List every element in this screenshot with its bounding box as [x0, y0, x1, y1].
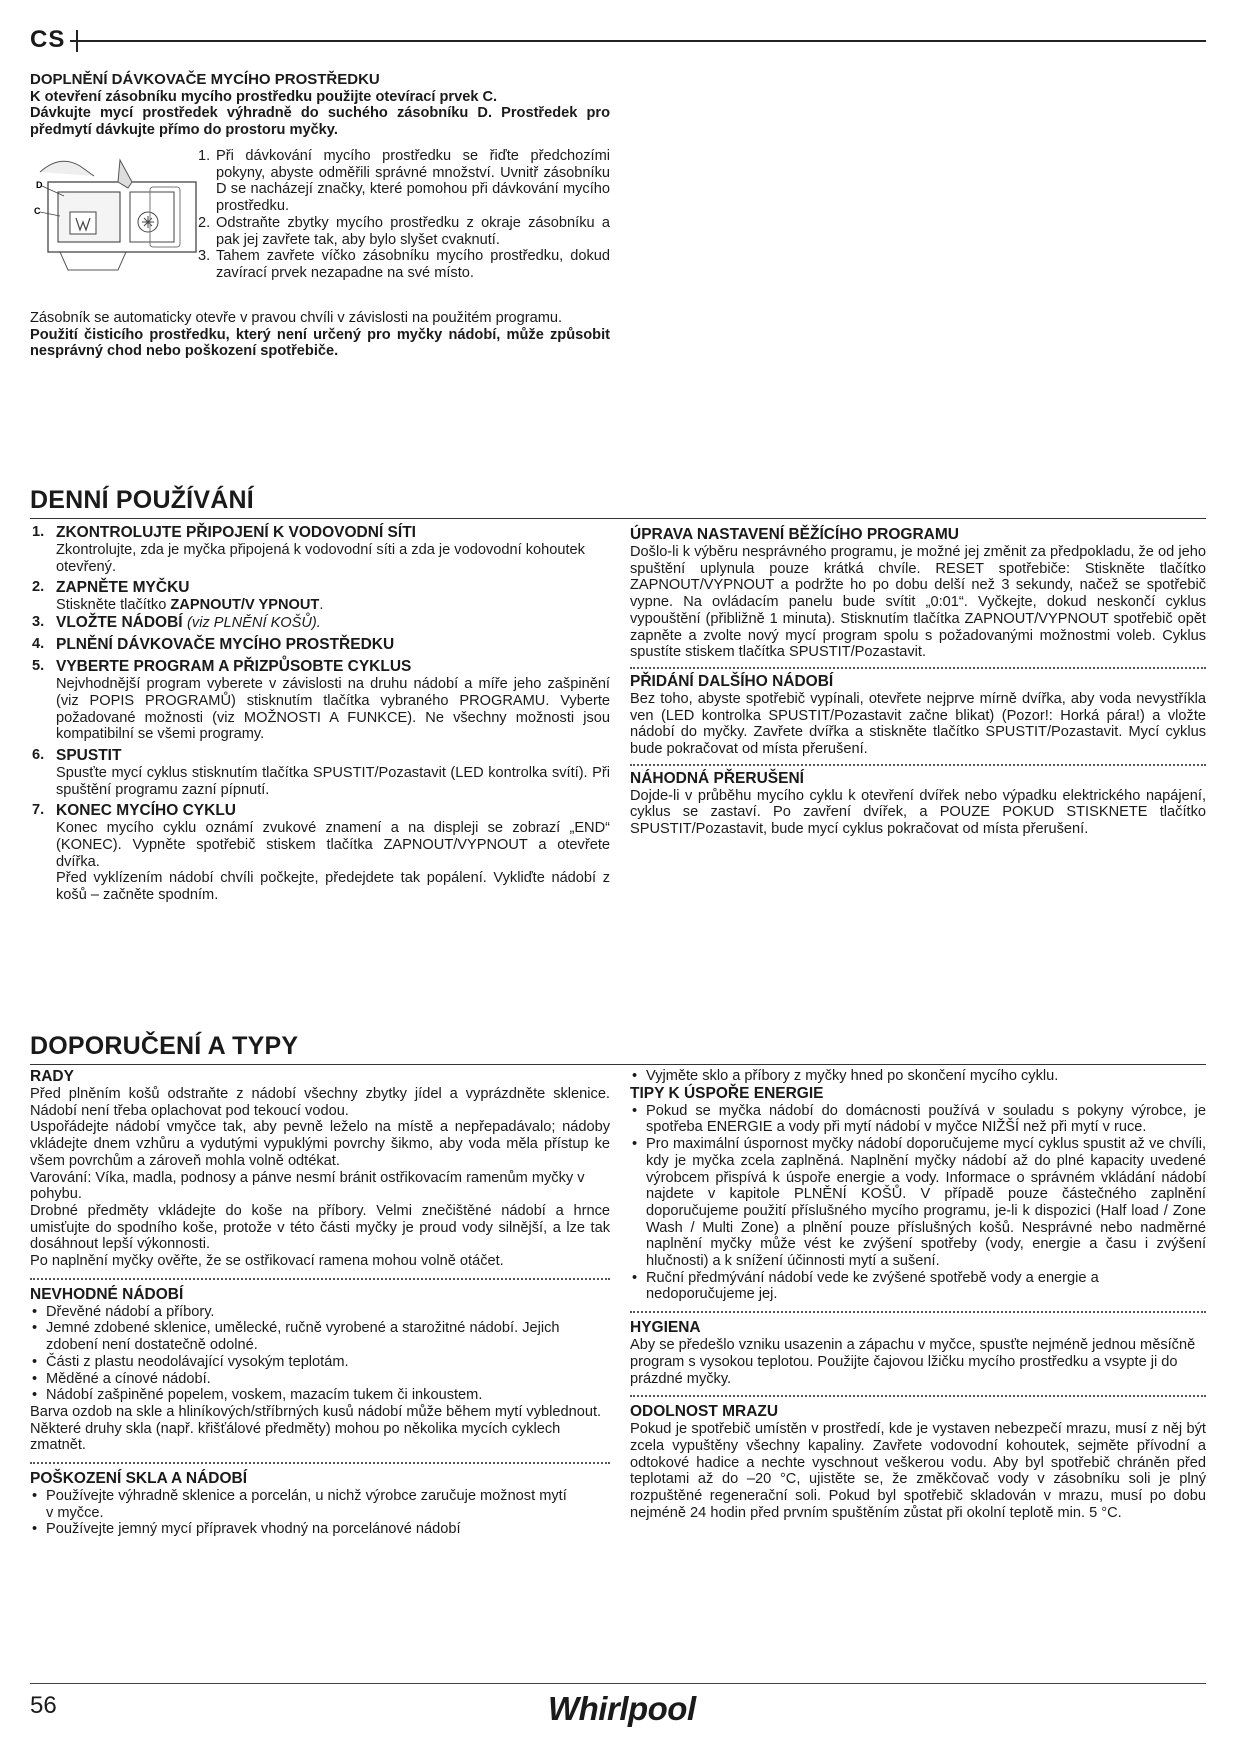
daily-right-column: [630, 526, 1206, 838]
step-6-text: Spusťte mycí cyklus stisknutím tlačítka SPUSTIT/Pozastavit (LED kontrolka svítí). Při spuštění programu zazní pípnutí.: [56, 764, 610, 798]
step-2-button: ZAPNOUT/V YPNOUT: [170, 597, 320, 614]
divider: [630, 667, 1206, 669]
detergent-step-2: Odstraňte zbytky mycího prostředku z okraje zásobníku a pak jej zavřete tak, aby bylo slyšet cvaknutí.: [216, 214, 610, 248]
label-d: D: [36, 180, 43, 190]
unsuitable-item: • Části z plastu neodolávající vysokým teplotám.: [30, 1354, 610, 1371]
rady-text-1: Před plněním košů odstraňte z nádobí všechny zbytky jídel a vyprázdněte sklenice. Nádobí není třeba oplachovat pod tekoucí vodou.: [30, 1086, 610, 1119]
step-2-heading: ZAPNĚTE MYČKU: [56, 579, 190, 597]
add-dishes-text: Bez toho, abyste spotřebič vypínali, otevřete nejprve mírně dvířka, aby voda nevystříkla ven (LED kontrolka SPUSTIT/Pozastavit začne blikat) (Pozor!: Horká pára!) a vložte nádobí do myčky. Zavřete dvířka a stiskněte tlačítko SPUSTIT/Pozastavit. Mycí cyklus bude pokračovat od místa přerušení.: [630, 690, 1206, 758]
unsuitable-item: • Nádobí zašpiněné popelem, voskem, mazacím tukem či inkoustem.: [30, 1387, 610, 1404]
detergent-after-text: Zásobník se automaticky otevře v pravou chvíli v závislosti na použitém programu.: [30, 310, 563, 326]
damage-item: • Používejte výhradně sklenice a porcelán, u nichž výrobce zaručuje možnost mytí v myčce.: [30, 1488, 576, 1521]
interruption-text: Dojde-li v průběhu mycího cyklu k otevření dvířek nebo výpadku elektrického napájení, cyklus se zastaví. Po zavření dvířek, a POUZE POKUD STISKNETE tlačítko SPUSTIT/Pozastavit, bude mycí cyklus pokračovat od místa přerušení.: [630, 787, 1206, 838]
detergent-intro-2: Dávkujte mycí prostředek výhradně do suchého zásobníku D. Prostředek pro předmytí dávkujte přímo do prostoru myčky.: [30, 105, 610, 139]
divider: [630, 764, 1206, 766]
interruption-heading: NÁHODNÁ PŘERUŠENÍ: [630, 769, 804, 787]
step-5-heading: VYBERTE PROGRAM A PŘIZPŮSOBTE CYKLUS: [56, 658, 412, 676]
detergent-after: [30, 310, 610, 360]
rady-text-2: Uspořádejte nádobí vmyčce tak, aby pevně leželo na místě a nepřepadávalo; nádoby vkládejte dnem vzhůru a vydutými vypuklými povrchy šikmo, aby voda měla přístup ke všem povrchům a zároveň mohla volně odtékat.: [30, 1119, 610, 1169]
rady-text-3: Varování: Víka, madla, podnosy a pánve nesmí bránit ostřikovacím ramenům myčky v pohybu.: [30, 1169, 585, 1203]
header-rule: [70, 40, 1206, 42]
energy-item: • Pokud se myčka nádobí do domácnosti používá v souladu s pokyny výrobce, je spotřeba ENERGIE a vody při mytí nádobí v myčce NIŽŠÍ než při mytí v ruce.: [630, 1103, 1206, 1136]
detergent-steps: 1. Při dávkování mycího prostředku se řiďte předchozími pokyny, abyste odměřili správné množství. Uvnitř zásobníku D se nacházejí značky, které pomohou při dávkování mycího prostředku. 2. Odstraňte zbytky mycího prostředku z okraje zásobníku a pak jej zavřete tak, aby bylo slyšet cvaknutí. 3. Tahem zavřete víčko zásobníku mycího prostředku, dokud zavírací prvek nezapadne na své místo.: [198, 148, 610, 281]
tips-rule: [30, 1064, 1206, 1065]
step-4-heading: PLNĚNÍ DÁVKOVAČE MYCÍHO PROSTŘEDKU: [56, 636, 395, 654]
language-code: CS: [30, 26, 66, 53]
damage-heading: POŠKOZENÍ SKLA A NÁDOBÍ: [30, 1470, 248, 1488]
unsuitable-text: Barva ozdob na skle a hliníkových/stříbrných kusů nádobí může během mytí vyblednout. Některé druhy skla (např. křišťálové předměty) mohou po několika mycích cyklech zmatnět.: [30, 1403, 602, 1454]
hygiene-heading: HYGIENA: [630, 1319, 701, 1337]
frost-heading: ODOLNOST MRAZU: [630, 1403, 779, 1421]
energy-item: • Pro maximální úspornost myčky nádobí doporučujeme mycí cyklus spustit až ve chvíli, kdy je myčka zcela zaplněná. Naplnění myčky nádobí až do plné kapacity uvedené výrobcem přispívá k úspoře energie a vody. Informace o správném vkládání nádobí najdete v kapitole PLNĚNÍ KOŠŮ. V případě pouze částečného zaplnění doporučujeme použití příslušného mycího programu, je-li k dispozici (Half load / Zone Wash / Multi Zone) a plnění pouze příslušných košů. Nesprávné nebo nadměrné naplnění myčky může vést ke zvýšení spotřeby (vody, energie a času i zvýšení hlučnosti) a k snížení účinnosti mytí a sušení.: [630, 1136, 1206, 1270]
page-number: 56: [30, 1692, 57, 1719]
detergent-title: DOPLNĚNÍ DÁVKOVAČE MYCÍHO PROSTŘEDKU: [30, 71, 380, 88]
step-5-text: Nejvhodnější program vyberete v závislosti na druhu nádobí a míře jeho zašpinění (viz POPIS PROGRAMŮ) stisknutím tlačítka vybraného PROGRAMU. Vyberte požadované možnosti (viz MOŽNOSTI A FUNKCE). Ne všechny možnosti jsou kompatibilní se všemi programy.: [56, 676, 610, 743]
damage-item: • Používejte jemný mycí přípravek vhodný na porcelánové nádobí: [30, 1521, 610, 1538]
divider: [630, 1395, 1206, 1397]
label-c: C: [34, 206, 41, 216]
add-dishes-heading: PŘIDÁNÍ DALŠÍHO NÁDOBÍ: [630, 672, 834, 690]
running-program-text: Došlo-li k výběru nesprávného programu, je možné jej změnit za předpokladu, že od jeho spuštění uplynula pouze krátká chvíle. RESET spotřebiče: Stiskněte tlačítko ZAPNOUT/VYPNOUT a podržte ho po dobu delší než 3 sekundy, načež se spotřebič vypne. Na ovládacím panelu bude svítit „0:01“. Vyčkejte, dokud neskončí cyklus vypouštění (přibližně 1 minuta). Stisknutím tlačítka ZAPNOUT/VYPNOUT spotřebič opět zapněte a zvolte nový mycí program spolu s požadovanými možnostmi voleb. Cyklus spustíte stiskem tlačítka SPUSTIT/Pozastavit.: [630, 544, 1206, 661]
step-7-text-2: Před vyklízením nádobí chvíli počkejte, předejdete tak popálení. Vykliďte nádobí z košů – začněte spodním.: [56, 870, 610, 904]
divider: [30, 1278, 610, 1280]
step-7-heading: KONEC MYCÍHO CYKLU: [56, 802, 236, 820]
unsuitable-item: • Dřevěné nádobí a příbory.: [30, 1304, 610, 1321]
energy-heading: TIPY K ÚSPOŘE ENERGIE: [630, 1084, 824, 1102]
tips-left-column: [30, 1068, 610, 1538]
divider: [630, 1311, 1206, 1313]
unsuitable-heading: NEVHODNÉ NÁDOBÍ: [30, 1285, 184, 1303]
tips-right-column: [630, 1068, 1206, 1521]
daily-rule: [30, 518, 1206, 519]
step-1-heading: ZKONTROLUJTE PŘIPOJENÍ K VODOVODNÍ SÍTI: [56, 524, 416, 541]
tips-title: DOPORUČENÍ A TYPY: [30, 1032, 299, 1060]
detergent-intro-1: K otevření zásobníku mycího prostředku použijte otevírací prvek C.: [30, 88, 498, 105]
daily-title: DENNÍ POUŽÍVÁNÍ: [30, 486, 254, 514]
detergent-step-3: Tahem zavřete víčko zásobníku mycího prostředku, dokud zavírací prvek nezapadne na své místo.: [216, 248, 610, 281]
rady-text-4: Drobné předměty vkládejte do koše na příbory. Velmi znečištěné nádobí a hrnce umisťujte do spodního koše, protože v této části myčky je proud vody silnější, a lze tak dosáhnout lepší výkonnosti.: [30, 1202, 610, 1253]
rady-heading: RADY: [30, 1068, 74, 1085]
detergent-section: [30, 72, 610, 139]
step-2-text: Stiskněte tlačítko: [56, 597, 171, 614]
brand-logo: Whirlpool: [548, 1690, 696, 1727]
step-3-text: (viz PLNĚNÍ KOŠŮ).: [187, 615, 321, 632]
remove-glass-item: • Vyjměte sklo a příbory z myčky hned po skončení mycího cyklu.: [630, 1068, 1206, 1085]
rady-text-5: Po naplnění myčky ověřte, že se ostřikovací ramena mohou volně otáčet.: [30, 1253, 504, 1270]
hygiene-text: Aby se předešlo vzniku usazenin a zápachu v myčce, spusťte nejméně jednou měsíčně program s vysokou teplotou. Použijte čajovou lžičku mycího prostředku a vsypte ji do prázdné myčky.: [630, 1337, 1196, 1387]
unsuitable-item: • Měděné a cínové nádobí.: [30, 1371, 610, 1388]
running-program-heading: ÚPRAVA NASTAVENÍ BĚŽÍCÍHO PROGRAMU: [630, 526, 959, 543]
frost-text: Pokud je spotřebič umístěn v prostředí, kde je vystaven nebezpečí mrazu, musí z něj být zcela vypuštěny všechny kapaliny. Zavřete vodovodní kohoutek, sejměte přívodní a odtokové hadice a nechte vyschnout veškerou vodu. Aby byl spotřebič chráněn před teplotami až do –20 °C, ujistěte se, že změkčovač vody v zásobníku soli je plný rozpuštěné regenerační soli. Pokud byl spotřebič skladován v mrazu, musí po dobu nejméně 24 hodin před prvním spuštěním zůstat při okolní teplotě min. 5 °C.: [630, 1421, 1206, 1521]
unsuitable-item: • Jemné zdobené sklenice, umělecké, ručně vyrobené a starožitné nádobí. Jejich zdobení není dostatečně odolné.: [30, 1320, 610, 1353]
footer-rule: [30, 1683, 1206, 1684]
energy-item: • Ruční předmývání nádobí vede ke zvýšené spotřebě vody a energie a nedoporučujeme jej.: [630, 1270, 1206, 1303]
step-7-text-1: Konec mycího cyklu oznámí zvukové znamení a na displeji se zobrazí „END“ (KONEC). Vypněte spotřebič stiskem tlačítka ZAPNOUT/VYPNOUT a otevřete dvířka.: [56, 820, 610, 870]
step-3-heading: VLOŽTE NÁDOBÍ: [56, 614, 183, 632]
detergent-warning: Použití čisticího prostředku, který není určený pro myčky nádobí, může způsobit nesprávný chod nebo poškození spotřebiče.: [30, 326, 610, 360]
daily-steps-column: 1. ZKONTROLUJTE PŘIPOJENÍ K VODOVODNÍ SÍTI Zkontrolujte, zda je myčka připojená k vodovodní síti a zda je vodovodní kohoutek otevřený. 2. ZAPNĚTE MYČKU Stiskněte tlačítko ZAPNOUT/V YPNOUT. 3. VLOŽTE NÁDOBÍ (viz PLNĚNÍ KOŠŮ). 4. PLNĚNÍ DÁVKOVAČE MYCÍHO PROSTŘEDKU 5. VYBERTE PROGRAM A PŘIZPŮSOBTE CYKLUS Nejvhodnější program vyberete v závislosti na druhu nádobí a míře jeho zašpinění (viz POPIS PROGRAMŮ) stisknutím tlačítka vybraného PROGRAMU. Vyberte požadované možnosti (viz MOŽNOSTI A FUNKCE). Ne všechny možnosti jsou kompatibilní se všemi programy. 6. SPUSTIT Spusťte mycí cyklus stisknutím tlačítka SPUSTIT/Pozastavit (LED kontrolka svítí). Při spuštění programu zazní pípnutí. 7. KONEC MYCÍHO CYKLU Konec mycího cyklu oznámí zvukové znamení a na displeji se zobrazí „END“ (KONEC). Vypněte spotřebič stiskem tlačítka ZAPNOUT/VYPNOUT a otevřete dvířka. Před vyklízením nádobí chvíli počkejte, předejdete tak popálení. Vykliďte nádobí z košů – začněte spodním.: [32, 524, 610, 904]
divider: [30, 1462, 610, 1464]
detergent-step-1: Při dávkování mycího prostředku se řiďte předchozími pokyny, abyste odměřili správné množství. Uvnitř zásobníku D se nacházejí značky, které pomohou při dávkování mycího prostředku.: [216, 148, 610, 215]
step-6-heading: SPUSTIT: [56, 746, 122, 764]
step-1-text: Zkontrolujte, zda je myčka připojená k vodovodní síti a zda je vodovodní kohoutek otevřený.: [56, 542, 585, 575]
